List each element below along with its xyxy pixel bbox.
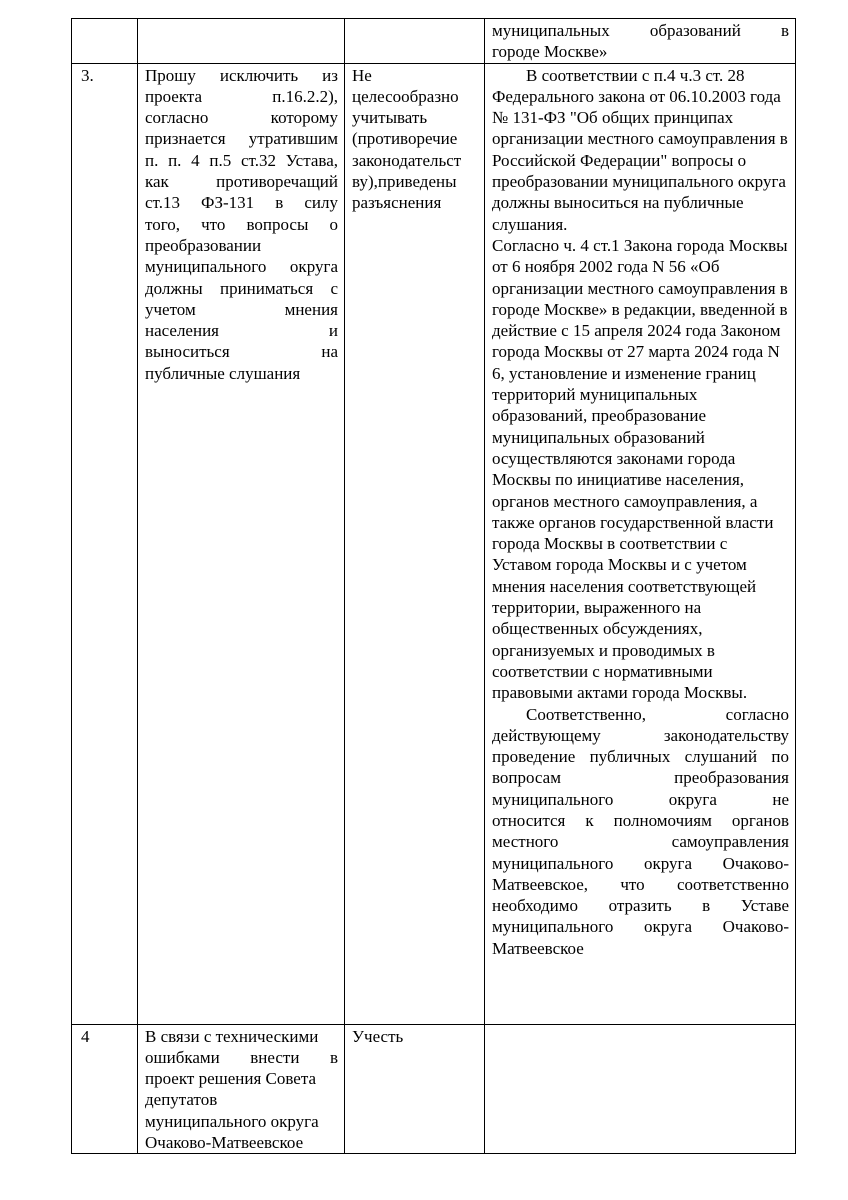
text-line: Не <box>352 65 372 85</box>
text-line: Матвеевское <box>492 938 584 958</box>
text-line: Матвеевское, что соответственно <box>492 874 789 894</box>
row-number: 3. <box>72 63 138 1024</box>
rationale-cell <box>485 1024 796 1154</box>
text-line: муниципального округа Очаково- <box>492 917 789 937</box>
rationale-paragraph: Согласно ч. 4 ст.1 Закона города Москвы от 6 ноября 2002 года N 56 «Об организации местного самоуправления в городе Москве» в редакции, введенной в действие с 15 апреля 2024 года Законом города Москвы от 27 марта 2024 года N 6, установление и изменение границ территорий муниципальных образований, преобразование муниципальных образований осуществляются законами города Москвы по инициативе населения, органов местного самоуправления, а также органов государственной власти города Москвы в соответствии с Уставом города Москвы и с учетом мнения населения соответствующей территории, выраженного на общественных обсуждениях, организуемых и проводимых в соответствии с нормативными правовыми актами города Москвы. <box>492 235 788 703</box>
text-line: публичные слушания <box>145 363 301 383</box>
text-line: В связи с техническими <box>145 1026 319 1046</box>
text-line: того, что вопросы о <box>145 214 338 234</box>
text-line: учетом мнения <box>145 299 338 319</box>
proposal-cell <box>138 63 345 1024</box>
text-line: муниципального округа <box>145 257 338 277</box>
decision-cell <box>345 63 485 1024</box>
text-line: разъяснения <box>352 193 442 213</box>
text-line: проведение публичных слушаний по <box>492 747 789 767</box>
text-line: ошибками внести в <box>145 1047 338 1067</box>
text-line: действующему законодательству <box>492 725 789 745</box>
text-line: п. п. 4 п.5 ст.32 Устава, <box>145 150 338 170</box>
rationale-cell <box>485 19 796 64</box>
table-row <box>72 63 796 1024</box>
text-line: выноситься на <box>145 342 338 362</box>
text-line: относится к полномочиям органов <box>492 810 789 830</box>
text-line: согласно которому <box>145 108 338 128</box>
text-line: муниципального округа не <box>492 789 789 809</box>
text-line: проект решения Совета <box>145 1069 317 1089</box>
text-line: Очаково-Матвеевское <box>145 1133 304 1153</box>
text-line: депутатов <box>145 1090 218 1110</box>
decision-cell <box>345 19 485 64</box>
text-line: местного самоуправления <box>492 832 789 852</box>
text-line: вопросам преобразования <box>492 768 789 788</box>
text-line: муниципальных образований в <box>492 21 789 40</box>
text-line: Соответственно, согласно <box>526 704 789 724</box>
comments-table <box>71 18 796 1154</box>
rationale-paragraph: В соответствии с п.4 ч.3 ст. 28 Федерального закона от 06.10.2003 года № 131-ФЗ "Об общих принципах организации местного самоуправления в Российской Федерации" вопросы о преобразовании муниципального округа должны выноситься на публичные слушания. <box>492 65 788 234</box>
rationale-cell <box>485 63 796 1024</box>
text-line: муниципального округа <box>145 1111 319 1131</box>
text-line: целесообразно <box>352 86 459 106</box>
text-line: необходимо отразить в Уставе <box>492 896 789 916</box>
text-line: учитывать <box>352 108 428 128</box>
table-row <box>72 1024 796 1154</box>
text-line: как противоречащий <box>145 172 338 192</box>
text-line: населения и <box>145 321 338 341</box>
text-line: должны приниматься с <box>145 278 338 298</box>
text-line: преобразовании <box>145 235 262 255</box>
text-line: муниципального округа Очаково- <box>492 853 789 873</box>
text-line: законодательст <box>352 150 462 170</box>
text-line: проекта п.16.2.2), <box>145 86 338 106</box>
text-line: (противоречие <box>352 129 458 149</box>
proposal-cell <box>138 1024 345 1154</box>
proposal-cell <box>138 19 345 64</box>
text-line: ву),приведены <box>352 172 457 192</box>
text-line: ст.13 ФЗ-131 в силу <box>145 193 338 213</box>
row-number <box>72 19 138 64</box>
row-number: 4 <box>72 1024 138 1154</box>
decision-cell: Учесть <box>345 1024 485 1154</box>
text-line: городе Москве» <box>492 42 608 62</box>
text-line: Прошу исключить из <box>145 65 338 85</box>
text-line: признается утратившим <box>145 129 338 149</box>
table-row <box>72 19 796 64</box>
